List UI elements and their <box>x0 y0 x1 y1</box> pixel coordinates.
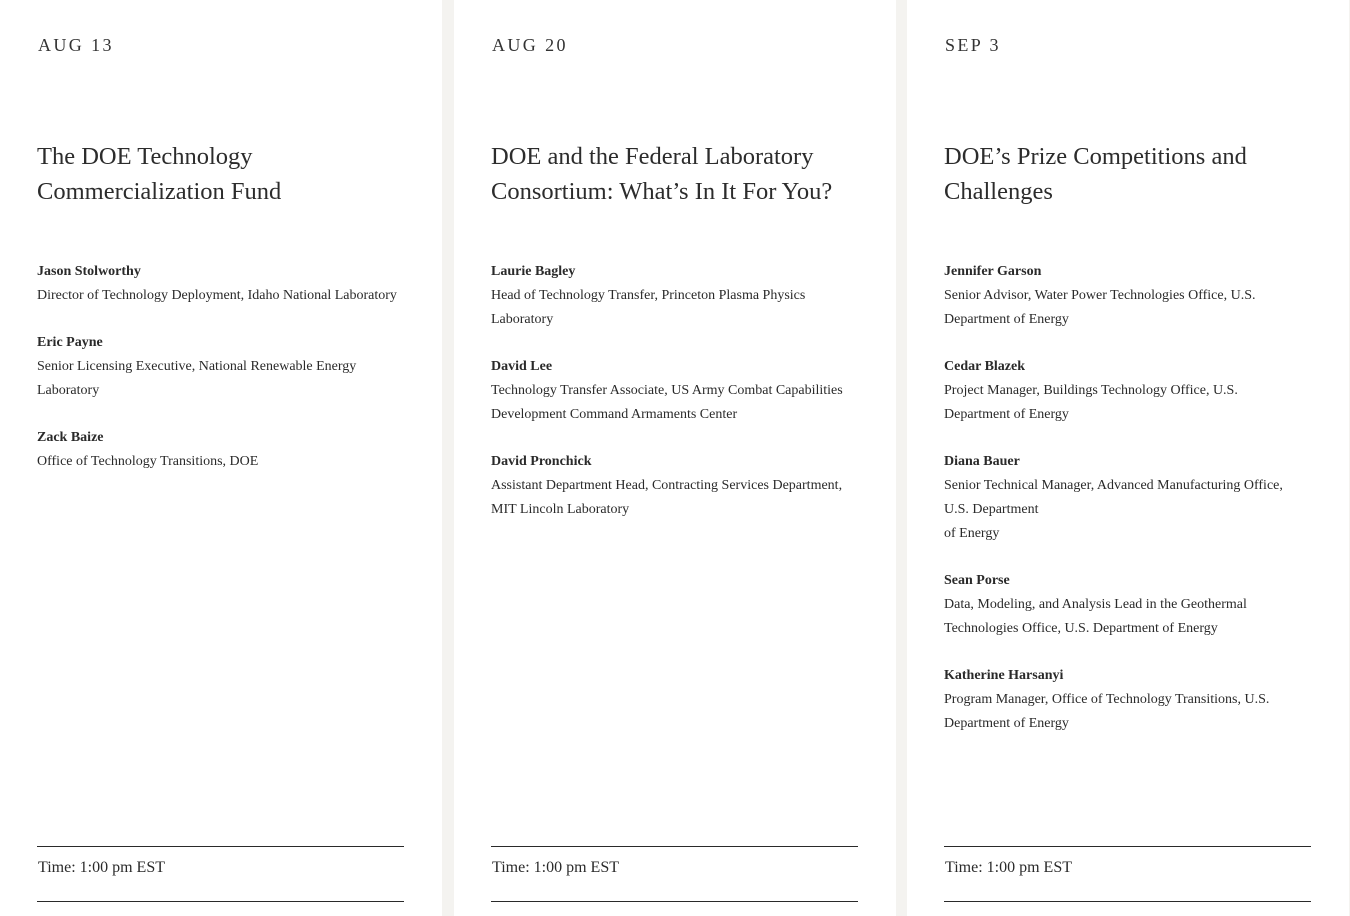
speaker-list <box>37 260 397 497</box>
divider <box>944 846 1311 847</box>
speaker-name: David Lee <box>491 359 553 374</box>
speaker-role: Office of Technology Transitions, DOE <box>37 454 259 469</box>
divider <box>37 901 404 902</box>
speaker-list <box>944 260 1304 759</box>
speaker <box>491 355 851 427</box>
speaker <box>491 450 851 522</box>
speaker <box>37 426 397 474</box>
event-time: Time: 1:00 pm EST <box>945 859 1072 876</box>
speaker-role: Senior Advisor, Water Power Technologies Office, U.S. Department of Energy <box>944 288 1256 327</box>
speaker-role: Senior Licensing Executive, National Renewable Energy Laboratory <box>37 359 357 398</box>
event-title[interactable]: DOE’s Prize Competitions and Challenges <box>944 143 1247 205</box>
speaker <box>944 260 1304 332</box>
divider <box>37 846 404 847</box>
speaker <box>37 331 397 403</box>
speaker-role: Assistant Department Head, Contracting Services Department, MIT Lincoln Laboratory <box>491 478 843 517</box>
event-card-aug-20 <box>454 0 896 916</box>
speaker-role: Technology Transfer Associate, US Army Combat Capabilities Development Command Armaments Center <box>491 383 843 422</box>
event-title[interactable]: The DOE Technology Commercialization Fund <box>37 143 282 205</box>
speaker-name: Eric Payne <box>37 335 103 350</box>
speaker <box>944 664 1304 736</box>
speaker-name: Jennifer Garson <box>944 264 1042 279</box>
speaker-name: Cedar Blazek <box>944 359 1026 374</box>
speaker-name: Sean Porse <box>944 573 1010 588</box>
speaker-role: Senior Technical Manager, Advanced Manufacturing Office, U.S. Department of Energy <box>944 478 1283 541</box>
event-title[interactable]: DOE and the Federal Laboratory Consortium: What’s In It For You? <box>491 143 833 205</box>
speaker <box>37 260 397 308</box>
divider <box>491 846 858 847</box>
speaker <box>944 569 1304 641</box>
speaker-role: Head of Technology Transfer, Princeton Plasma Physics Laboratory <box>491 288 806 327</box>
event-time: Time: 1:00 pm EST <box>38 859 165 876</box>
speaker-role: Program Manager, Office of Technology Transitions, U.S. Department of Energy <box>944 692 1270 731</box>
speaker-list <box>491 260 851 545</box>
event-date: AUG 13 <box>38 35 114 55</box>
speaker-name: Diana Bauer <box>944 454 1020 469</box>
speaker-role: Director of Technology Deployment, Idaho National Laboratory <box>37 288 397 303</box>
speaker <box>491 260 851 332</box>
speaker-role: Data, Modeling, and Analysis Lead in the Geothermal Technologies Office, U.S. Department of Energy <box>944 597 1247 636</box>
speaker <box>944 355 1304 427</box>
divider <box>491 901 858 902</box>
event-card-aug-13 <box>0 0 442 916</box>
speaker-role: Project Manager, Buildings Technology Office, U.S. Department of Energy <box>944 383 1238 422</box>
speaker-name: Jason Stolworthy <box>37 264 141 279</box>
divider <box>944 901 1311 902</box>
speaker-name: Laurie Bagley <box>491 264 576 279</box>
event-date: SEP 3 <box>945 35 1001 55</box>
event-card-sep-3 <box>907 0 1349 916</box>
event-date: AUG 20 <box>492 35 568 55</box>
speaker-name: David Pronchick <box>491 454 592 469</box>
speaker <box>944 450 1304 546</box>
event-time: Time: 1:00 pm EST <box>492 859 619 876</box>
speaker-name: Katherine Harsanyi <box>944 668 1064 683</box>
speaker-name: Zack Baize <box>37 430 104 445</box>
